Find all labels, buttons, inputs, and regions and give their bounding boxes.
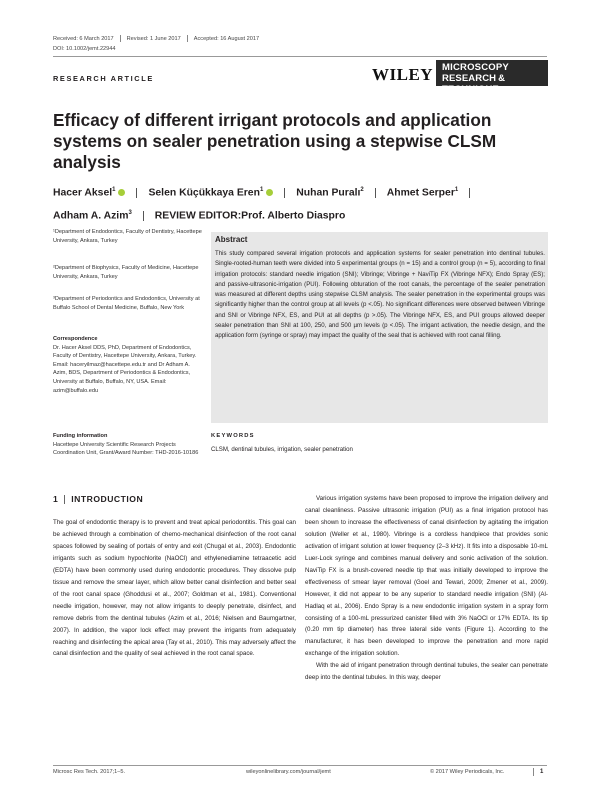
revised-date: Revised: 1 June 2017 xyxy=(126,35,181,42)
journal-name-line2: RESEARCH & TECHNIQUE xyxy=(442,73,508,95)
orcid-icon[interactable] xyxy=(266,189,273,196)
divider xyxy=(533,768,534,776)
affiliation-marker: 2 xyxy=(360,187,364,193)
correspondence-block xyxy=(53,335,203,395)
author-name[interactable]: Adham A. Azim xyxy=(53,210,129,222)
divider xyxy=(136,188,137,198)
publisher-logo: WILEY xyxy=(372,65,434,84)
correspondence-heading: Correspondence xyxy=(53,336,98,342)
body-column-right xyxy=(305,493,548,684)
orcid-icon[interactable] xyxy=(118,189,125,196)
review-editor: REVIEW EDITOR:Prof. Alberto Diaspro xyxy=(154,210,346,222)
divider xyxy=(187,35,188,42)
affiliation-marker: 1 xyxy=(259,187,264,193)
section-title: INTRODUCTION xyxy=(71,494,144,504)
article-title: Efficacy of different irrigant protocols and application systems on sealer penetration using a stepwise CLSM analysis xyxy=(53,110,497,172)
affiliation-marker: 1 xyxy=(454,187,459,193)
author-name[interactable]: Hacer Aksel xyxy=(53,187,113,199)
funding-text: Hacettepe University Scientific Research Projects Coordination Unit, Grant/Award Number: THD-2016-10186 xyxy=(53,441,199,457)
correspondence-text: Dr. Hacer Aksel DDS, PhD, Department of Endodontics, Faculty of Dentistry, Hacettepe University, Ankara, Turkey. Email: haceryilmaz@hacettepe.edu.tr and Dr Adham A. Azim, BDS, Department of Periodontics & Endodontics, University at Buffalo, Buffalo, NY, USA. Email: azim@buffalo.edu xyxy=(53,344,197,394)
divider xyxy=(120,35,121,42)
affiliation-marker: 3 xyxy=(128,210,132,217)
divider xyxy=(64,495,65,504)
journal-url[interactable]: wileyonlinelibrary.com/journal/jemt xyxy=(246,769,331,775)
affiliation-item: ²Department of Biophysics, Faculty of Medicine, Hacettepe University, Ankara, Turkey xyxy=(53,265,199,280)
abstract-box xyxy=(211,232,548,423)
affiliation-marker: 1 xyxy=(112,187,116,193)
keywords-text: CLSM, dentinal tubules, irrigation, sealer penetration xyxy=(211,446,353,453)
abstract-heading: Abstract xyxy=(215,235,248,244)
affiliation-item: ³Department of Periodontics and Endodontics, University at Buffalo School of Dental Medicine, Buffalo, New York xyxy=(53,296,200,311)
journal-name-line1: MICROSCOPY xyxy=(442,62,509,73)
section-heading xyxy=(53,494,143,504)
divider xyxy=(284,188,285,198)
journal-badge xyxy=(436,60,548,95)
paragraph: Various irrigation systems have been proposed to improve the irrigation delivery and canal cleanliness. Passive ultrasonic irrigation (PUI) as a final irrigation protocol has been shown to increase the effectiveness of canal disinfection by agitating the irrigation solution (Weller et al., 1980). Vibringe is a cordless handpiece that provides sonic activation of irrigant solution at lower frequency (2–3 kHz). It fits into a disposable 10-mL Luer-Lock syringe and combines manual delivery and sonic activation of the solution. NaviTip FX is a brush-covered needle tip that was initially developed to improve the effectiveness of smear layer removal (Goel and Tewari, 2009; Zmener et al., 2009). However, it did not appear to be any superior to standard needle irrigation (SNI) (Al-Hadlaq et al., 2006). Endo Spray is a new endodontic irrigation system in a spray form consisting of a 100-mL pressurized canister filled with 3% NaOCl or 17% EDTA. Its tip (0.20 mm tip diameter) has three lateral side vents (Figure 1). According to the manufacturer, it has been developed to improve the penetration and more rapid exchange of the irrigation solution. xyxy=(305,495,548,658)
body-column-left xyxy=(53,517,296,660)
divider xyxy=(469,188,470,198)
section-number: 1 xyxy=(53,494,59,504)
paragraph: With the aid of irrigant penetration through dentinal tubules, the sealer can penetrate deep into the dentinal tubules. In this way, deeper xyxy=(305,662,548,682)
header-rule xyxy=(53,56,547,57)
funding-heading: Funding information xyxy=(53,433,108,439)
copyright: © 2017 Wiley Periodicals, Inc. xyxy=(430,769,505,775)
keywords-heading: KEYWORDS xyxy=(211,433,255,439)
abstract-text: This study compared several irrigation protocols and application systems for sealer penetration into dentinal tubules. Single-rooted-human teeth were divided into 5 experimental groups (n = 15) and a control group (n = 5), according to final irrigation protocols: standard needle irrigation (SNI); Vibringe; Vibringe + NaviTip FX (Vibringe NFX); Endo Spray (ES); and passive-ultrasonic-irrigation (PUI). Following obturation of the root canals, the percentage of the sealer penetration was measured at different depths using stepwise CLSM analysis. The sealer penetration in the experimental groups was significantly higher than the control group at all levels (p <.05). No significant differences were observed between Vibringe and SNI or Vibringe NFX, ES, and PUI at all depths (p >.05). The Vibringe NFX, ES, and PUI groups allowed deeper sealer penetration than SNI at 100, 250, and 500 µm levels (p <.05). The irrigant activation, the needle design, and the application form (syringe or spray) may impact the quality of the seal that is achieved with root canal filling. xyxy=(215,250,545,340)
author-name[interactable]: Nuhan Puralı xyxy=(296,187,361,199)
author-name[interactable]: Ahmet Serper xyxy=(386,187,455,199)
accepted-date: Accepted: 16 August 2017 xyxy=(193,35,260,42)
divider xyxy=(375,188,376,198)
article-type-label: RESEARCH ARTICLE xyxy=(53,74,154,83)
journal-logo xyxy=(372,60,548,95)
divider xyxy=(143,211,144,221)
affiliation-item: ¹Department of Endodontics, Faculty of Dentistry, Hacettepe University, Ankara, Turkey xyxy=(53,229,202,244)
author-list xyxy=(53,180,547,227)
author-name[interactable]: Selen Küçükkaya Eren xyxy=(148,187,260,199)
footer-rule xyxy=(53,765,547,766)
article-dates xyxy=(53,35,259,42)
journal-citation: Microsc Res Tech. 2017;1–5. xyxy=(53,769,126,775)
paragraph: The goal of endodontic therapy is to prevent and treat apical periodontitis. This goal can be achieved through a combination of chemo-mechanical disinfection of the root canal spaces followed by sealing of portals of entry and exit (Chugal et al., 2003). Endodontic irrigants such as sodium hypochlorite (NaOCl) and ethylenediamine tetraacetic acid (EDTA) have been commonly used during endodontic procedures. They dissolve pulp tissue and remove the smear layer, which allow better canal disinfection and better seal of the root canal space (Ghoddusi et al., 2007; Goldman et al., 1981). Conventional needle irrigation, however, may not allow irrigants to deeply penetrate, disinfect, and remove debris from the dentinal tubules (Azim et al., 2016; Nielsen and Baumgartner, 2007). In addition, the vapor lock effect may prevent the irrigants from adequately reaching and disinfecting the apical area (Tay et al., 2010). This may adversely affect the canal disinfection and the quality of seal achieved in the root canal space. xyxy=(53,519,296,658)
funding-block xyxy=(53,432,203,458)
page-number: 1 xyxy=(540,769,544,775)
doi-link[interactable]: DOI: 10.1002/jemt.22944 xyxy=(53,46,116,52)
received-date: Received: 6 March 2017 xyxy=(53,35,114,42)
